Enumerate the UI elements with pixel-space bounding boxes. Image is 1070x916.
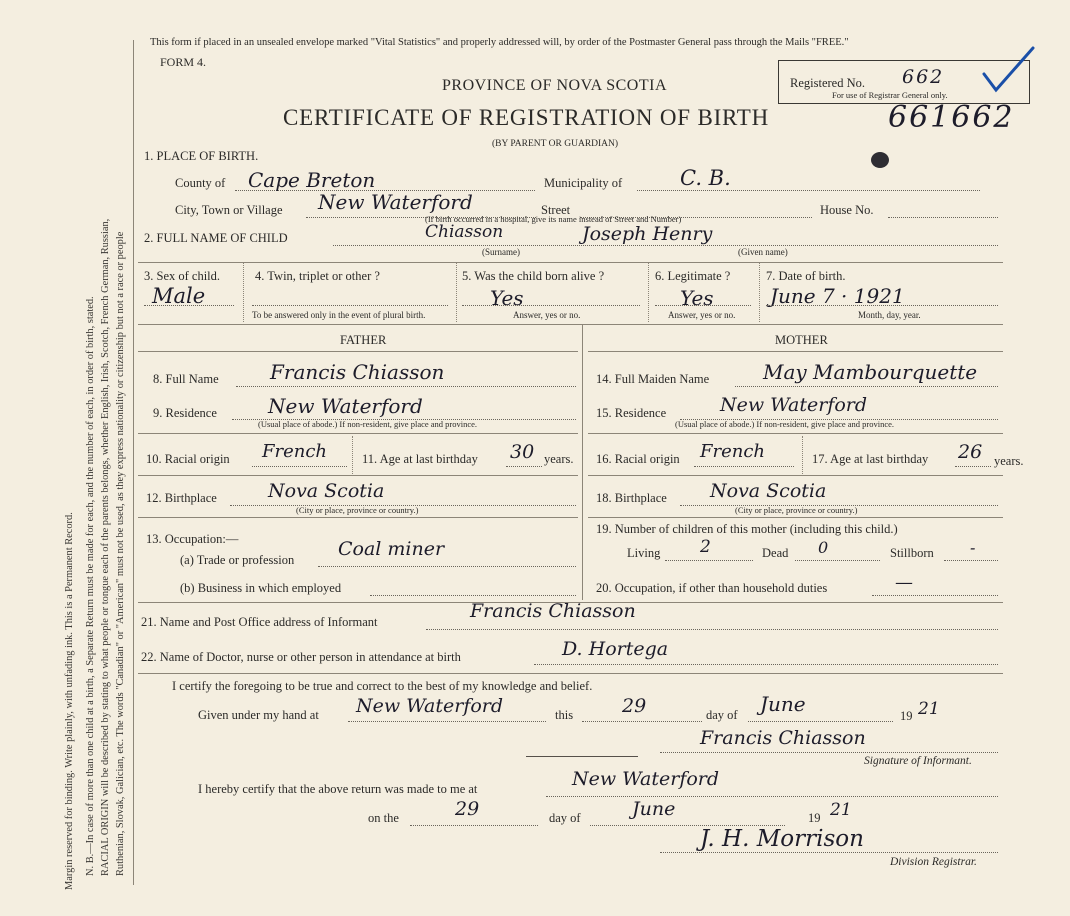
hospital-note: (If birth occurred in a hospital, give its name instead of Street and Number) bbox=[425, 214, 682, 224]
registered-label: Registered No. bbox=[790, 76, 865, 90]
mother-birthplace-value: Nova Scotia bbox=[710, 480, 827, 502]
county-value: Cape Breton bbox=[248, 168, 376, 192]
stillborn-value: - bbox=[970, 538, 976, 557]
sex-value: Male bbox=[152, 284, 206, 308]
trade-value: Coal miner bbox=[338, 538, 445, 560]
sex-label: 3. Sex of child. bbox=[144, 269, 221, 283]
child-given-name-value: Joseph Henry bbox=[582, 223, 713, 245]
father-birthplace-value: Nova Scotia bbox=[268, 480, 385, 502]
registrar-year-prefix: 19 bbox=[808, 811, 821, 825]
father-birthplace-label: 12. Birthplace bbox=[146, 491, 217, 505]
binding-margin-line bbox=[133, 40, 134, 885]
county-label: County of bbox=[175, 176, 226, 190]
margin-note-plural-birth: N. B.—In case of more than one child at a birth, a Separate Return must be made for each, and the number of each, in order of birth, stated. bbox=[85, 296, 96, 876]
born-alive-value: Yes bbox=[490, 286, 524, 310]
children-count-label: 19. Number of children of this mother (including this child.) bbox=[596, 522, 898, 536]
mother-occupation-value: — bbox=[895, 572, 913, 593]
mother-racial-label: 16. Racial origin bbox=[596, 452, 680, 466]
mother-occupation-label: 20. Occupation, if other than household duties bbox=[596, 581, 828, 595]
father-birthplace-note: (City or place, province or country.) bbox=[296, 505, 419, 515]
form-number: FORM 4. bbox=[160, 55, 207, 69]
registrar-day-of-label: day of bbox=[549, 811, 581, 825]
living-value: 2 bbox=[700, 537, 711, 557]
mother-racial-value: French bbox=[700, 441, 766, 462]
doctor-value: D. Hortega bbox=[562, 638, 669, 660]
registrar-statement: I hereby certify that the above return was made to me at bbox=[198, 782, 478, 796]
registrar-caption: Division Registrar. bbox=[890, 856, 977, 868]
given-under-hand-label: Given under my hand at bbox=[198, 708, 319, 722]
mother-birthplace-note: (City or place, province or country.) bbox=[735, 505, 858, 515]
margin-note-racial-origin: RACIAL ORIGIN will be described by stating to what people or tongue each of the parents belongs, whether English, Irish, Scotch, French German, Russian, bbox=[100, 218, 111, 876]
business-label: (b) Business in which employed bbox=[180, 581, 342, 595]
doctor-label: 22. Name of Doctor, nurse or other person in attendance at birth bbox=[141, 650, 461, 664]
mother-years-label: years. bbox=[994, 454, 1024, 468]
registrar-place-value: New Waterford bbox=[572, 768, 720, 790]
postal-notice: This form if placed in an unsealed envelope marked "Vital Statistics" and properly addressed will, by order of the Postmaster General pass through the Mails "FREE." bbox=[150, 37, 849, 48]
father-name-value: Francis Chiasson bbox=[270, 360, 445, 384]
date-of-birth-value: June 7 · 1921 bbox=[770, 284, 905, 308]
margin-note-binding: Margin reserved for binding. Write plainly, with unfading ink. This is a Permanent Record. bbox=[64, 512, 75, 890]
informant-value: Francis Chiasson bbox=[470, 600, 636, 622]
legitimate-note: Answer, yes or no. bbox=[668, 310, 736, 320]
check-mark-icon bbox=[978, 44, 1038, 104]
certify-statement: I certify the foregoing to be true and correct to the best of my knowledge and belief. bbox=[172, 679, 593, 693]
mother-age-label: 17. Age at last birthday bbox=[812, 452, 929, 466]
stillborn-label: Stillborn bbox=[890, 546, 934, 560]
province-heading: PROVINCE OF NOVA SCOTIA bbox=[442, 77, 668, 94]
registrar-signature: J. H. Morrison bbox=[700, 826, 864, 852]
child-surname-value: Chiasson bbox=[425, 222, 504, 242]
father-age-value: 30 bbox=[510, 441, 535, 463]
twin-label: 4. Twin, triplet or other ? bbox=[255, 269, 380, 283]
father-name-label: 8. Full Name bbox=[153, 372, 219, 386]
mother-age-value: 26 bbox=[958, 441, 983, 463]
given-day-value: 29 bbox=[622, 695, 647, 717]
living-label: Living bbox=[627, 546, 661, 560]
father-heading: FATHER bbox=[340, 333, 387, 347]
date-of-birth-note: Month, day, year. bbox=[858, 310, 921, 320]
given-month-value: June bbox=[760, 692, 806, 716]
father-years-label: years. bbox=[544, 452, 574, 466]
punch-hole bbox=[871, 152, 889, 168]
mother-name-value: May Mambourquette bbox=[763, 360, 978, 384]
certificate-title: CERTIFICATE OF REGISTRATION OF BIRTH bbox=[283, 105, 770, 130]
father-residence-value: New Waterford bbox=[268, 394, 423, 418]
date-of-birth-label: 7. Date of birth. bbox=[766, 269, 846, 283]
handwritten-register-number: 661662 bbox=[888, 100, 1015, 135]
informant-signature: Francis Chiasson bbox=[700, 727, 866, 749]
given-day-of-label: day of bbox=[706, 708, 738, 722]
city-value: New Waterford bbox=[318, 190, 473, 214]
twin-note: To be answered only in the event of plural birth. bbox=[252, 310, 426, 320]
father-racial-value: French bbox=[262, 441, 328, 462]
given-year-prefix: 19 bbox=[900, 709, 913, 723]
street-label: Street bbox=[541, 203, 571, 217]
margin-note-racial-origin-cont: Ruthenian, Slovak, Galician, etc. The words "Canadian" or "American" must not be used, as they express nationality or citizenship but not a race or people bbox=[115, 231, 126, 876]
legitimate-label: 6. Legitimate ? bbox=[655, 269, 731, 283]
father-occupation-label: 13. Occupation:— bbox=[146, 532, 239, 546]
municipality-value: C. B. bbox=[680, 166, 731, 190]
born-alive-note: Answer, yes or no. bbox=[513, 310, 581, 320]
mother-residence-value: New Waterford bbox=[720, 394, 868, 416]
father-racial-label: 10. Racial origin bbox=[146, 452, 230, 466]
dead-value: 0 bbox=[818, 538, 829, 557]
legitimate-value: Yes bbox=[680, 286, 714, 310]
informant-signature-caption: Signature of Informant. bbox=[864, 755, 972, 767]
municipality-label: Municipality of bbox=[544, 176, 623, 190]
mother-birthplace-label: 18. Birthplace bbox=[596, 491, 667, 505]
certificate-subtitle: (BY PARENT OR GUARDIAN) bbox=[492, 139, 619, 149]
father-residence-note: (Usual place of abode.) If non-resident, give place and province. bbox=[258, 419, 478, 429]
given-name-caption: (Given name) bbox=[738, 247, 788, 257]
father-residence-label: 9. Residence bbox=[153, 406, 217, 420]
registrar-note: For use of Registrar General only. bbox=[832, 90, 948, 100]
mother-residence-label: 15. Residence bbox=[596, 406, 667, 420]
born-alive-label: 5. Was the child born alive ? bbox=[462, 269, 605, 283]
trade-label: (a) Trade or profession bbox=[180, 553, 295, 567]
given-year-value: 21 bbox=[918, 699, 940, 719]
dead-label: Dead bbox=[762, 546, 789, 560]
registered-value: 662 bbox=[902, 66, 945, 88]
mother-residence-note: (Usual place of abode.) If non-resident, give place and province. bbox=[675, 419, 895, 429]
on-the-label: on the bbox=[368, 811, 399, 825]
this-label: this bbox=[555, 708, 574, 722]
house-no-label: House No. bbox=[820, 203, 874, 217]
city-label: City, Town or Village bbox=[175, 203, 283, 217]
informant-label: 21. Name and Post Office address of Informant bbox=[141, 615, 378, 629]
father-age-label: 11. Age at last birthday bbox=[362, 452, 478, 466]
given-place-value: New Waterford bbox=[356, 695, 504, 717]
child-name-label: 2. FULL NAME OF CHILD bbox=[144, 231, 288, 245]
mother-name-label: 14. Full Maiden Name bbox=[596, 372, 710, 386]
mother-heading: MOTHER bbox=[775, 333, 828, 347]
surname-caption: (Surname) bbox=[482, 247, 520, 257]
place-of-birth-label: 1. PLACE OF BIRTH. bbox=[144, 149, 259, 163]
registrar-year-value: 21 bbox=[830, 800, 852, 820]
registrar-month-value: June bbox=[632, 798, 676, 820]
registrar-day-value: 29 bbox=[455, 798, 480, 820]
